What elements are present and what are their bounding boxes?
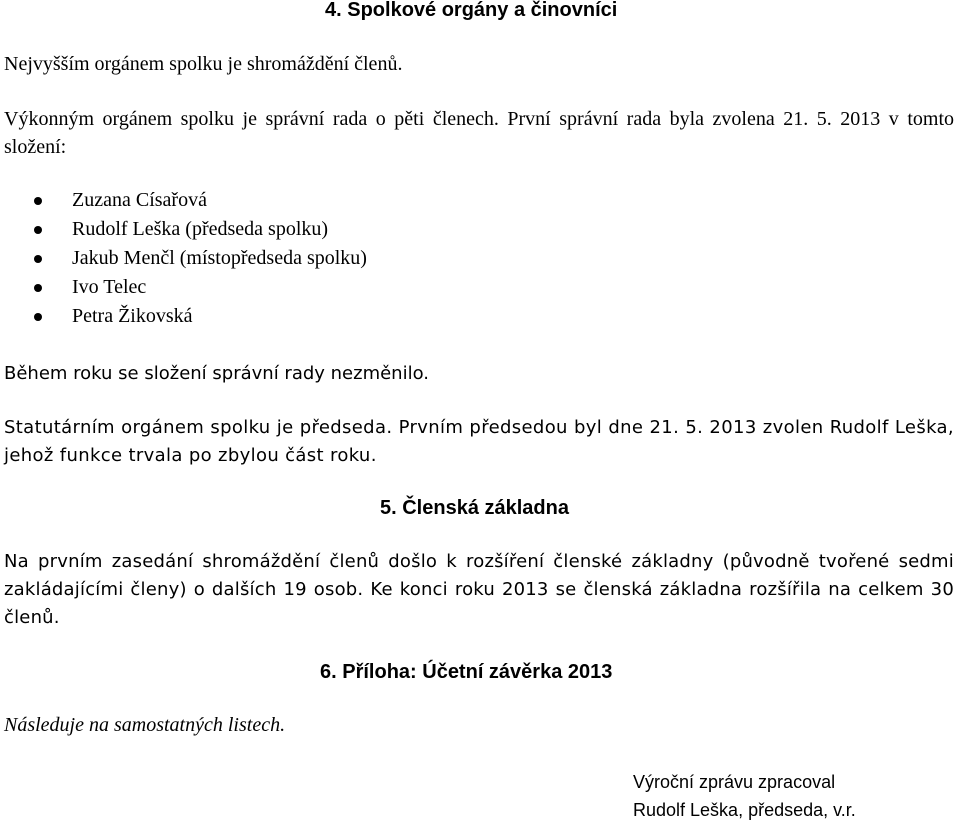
bullet-icon (34, 284, 42, 292)
bullet-icon (34, 255, 42, 263)
board-member-name: Ivo Telec (72, 276, 147, 298)
list-item (34, 215, 367, 244)
list-item (34, 244, 367, 273)
section-6-heading: 6. Příloha: Účetní závěrka 2013 (320, 661, 613, 683)
membership-paragraph: Na prvním zasedání shromáždění členů došlo k rozšíření členské základny (původně tvořené sedmi zakládajícími členy) o dalších 19 osob. Ke konci roku 2013 se členská základna rozšířila na celkem 30 členů. (4, 551, 954, 628)
list-item (34, 186, 367, 215)
executive-body-paragraph: Výkonným orgánem spolku je správní rada o pěti členech. První správní rada byla zvolena 21. 5. 2013 v tomto složení: (4, 108, 954, 158)
board-member-name: Jakub Menčl (místopředseda spolku) (72, 247, 367, 269)
bullet-icon (34, 226, 42, 234)
signature-block (633, 768, 856, 824)
list-item (34, 302, 367, 331)
supreme-body-paragraph: Nejvyšším orgánem spolku je shromáždění členů. (4, 53, 403, 75)
signature-line-1: Výroční zprávu zpracoval (633, 772, 836, 792)
list-item (34, 273, 367, 302)
board-members-list (34, 186, 367, 331)
bullet-icon (34, 197, 42, 205)
signature-line-2: Rudolf Leška, předseda, v.r. (633, 800, 856, 820)
board-member-name: Petra Žikovská (72, 305, 193, 327)
section-5-heading: 5. Členská základna (380, 497, 569, 519)
bullet-icon (34, 313, 42, 321)
board-member-name: Rudolf Leška (předseda spolku) (72, 218, 329, 240)
statutory-body-paragraph: Statutárním orgánem spolku je předseda. Prvním předsedou byl dne 21. 5. 2013 zvolen Rudolf Leška, jehož funkce trvala po zbylou část roku. (4, 417, 954, 466)
attachment-note: Následuje na samostatných listech. (4, 714, 286, 736)
section-4-heading: 4. Spolkové orgány a činovníci (325, 0, 618, 21)
board-member-name: Zuzana Císařová (72, 189, 207, 211)
board-unchanged-paragraph: Během roku se složení správní rady nezměnilo. (4, 363, 430, 384)
